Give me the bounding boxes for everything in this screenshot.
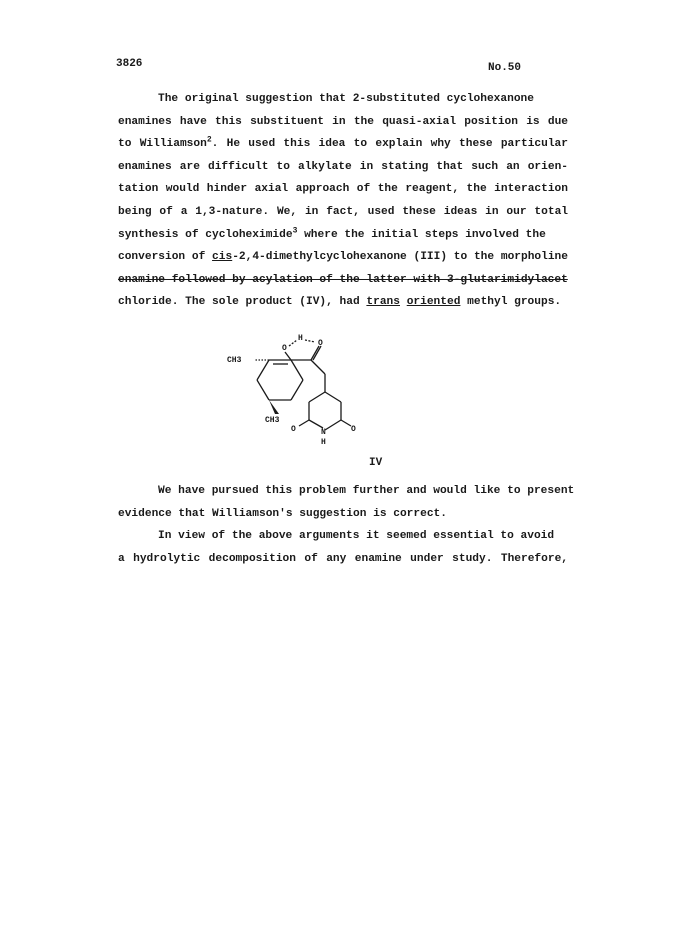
issue-number: No.50	[488, 62, 522, 74]
h-bond	[289, 340, 297, 346]
struck-line: enamine followed by acylation of the latter with 3-glutarimidylacet	[118, 273, 568, 286]
bond	[291, 380, 303, 400]
paragraph-2	[118, 480, 575, 525]
oxygen-label: O	[282, 344, 287, 353]
bond	[325, 392, 341, 402]
page-number: 3826	[116, 58, 143, 70]
text-run: . He used this idea to explain why these particular	[211, 138, 568, 151]
bond	[257, 360, 269, 380]
text-line: The original suggestion that 2-substituted cyclohexanone	[158, 93, 534, 105]
bond	[311, 360, 325, 374]
bond	[291, 360, 303, 380]
bond	[309, 420, 323, 428]
hydrogen-label: H	[298, 334, 303, 343]
bond	[313, 346, 321, 360]
text-line	[118, 246, 568, 269]
bond	[285, 352, 291, 360]
underlined-trans: trans	[366, 296, 400, 309]
ch3-bottom-label: CH3	[265, 416, 280, 425]
wedge-bond	[269, 400, 279, 414]
nitrogen-label: N	[321, 428, 326, 437]
compound-label: IV	[369, 457, 383, 469]
text-run: synthesis of cycloheximide	[118, 228, 293, 241]
bond	[299, 420, 309, 426]
h-bond	[305, 340, 315, 342]
text-line: a hydrolytic decomposition of any enamine under study. Therefore,	[118, 552, 568, 565]
text-run: -2,4-dimethylcyclohexanone (III) to the morpholine	[232, 251, 568, 264]
footnote-ref: 3	[292, 225, 298, 235]
ch3-top-label: CH3	[227, 356, 242, 365]
oxygen-label: O	[351, 425, 356, 434]
text-run: conversion of	[118, 251, 213, 264]
text-run: methyl groups.	[460, 296, 562, 309]
chemical-structure-iv	[225, 330, 385, 460]
text-line: tation would hinder axial approach of the reagent, the interaction	[118, 183, 568, 196]
text-line: being of a 1,3-nature. We, in fact, used these ideas in our total	[118, 205, 568, 218]
footnote-ref: 2	[206, 135, 212, 145]
text-line: We have pursued this problem further and would like to present	[158, 485, 575, 497]
text-line	[118, 291, 568, 314]
oxygen-label: O	[291, 425, 296, 434]
text-line: evidence that Williamson's suggestion is correct.	[118, 507, 447, 520]
text-run: to Williamson	[118, 138, 207, 151]
bond	[341, 420, 351, 426]
hydrogen-label: H	[321, 438, 326, 447]
bond	[325, 420, 341, 430]
paragraph-3	[118, 525, 568, 570]
bond	[311, 346, 319, 360]
text-run: where the initial steps involved the	[297, 228, 546, 241]
text-line	[118, 133, 568, 156]
text-line: In view of the above arguments it seemed essential to avoid	[158, 530, 555, 542]
text-run: chloride. The sole product (IV), had	[118, 296, 367, 309]
underlined-oriented: oriented	[406, 296, 461, 309]
oxygen-label: O	[318, 339, 323, 348]
bond	[257, 380, 269, 400]
text-run	[400, 296, 407, 308]
text-line: enamines have this substituent in the quasi-axial position is due	[118, 115, 568, 128]
bond	[309, 392, 325, 402]
paragraph-1	[118, 88, 568, 314]
text-line: enamines are difficult to alkylate in stating that such an orien-	[118, 160, 568, 173]
text-line	[118, 224, 568, 247]
underlined-cis: cis	[212, 251, 233, 264]
